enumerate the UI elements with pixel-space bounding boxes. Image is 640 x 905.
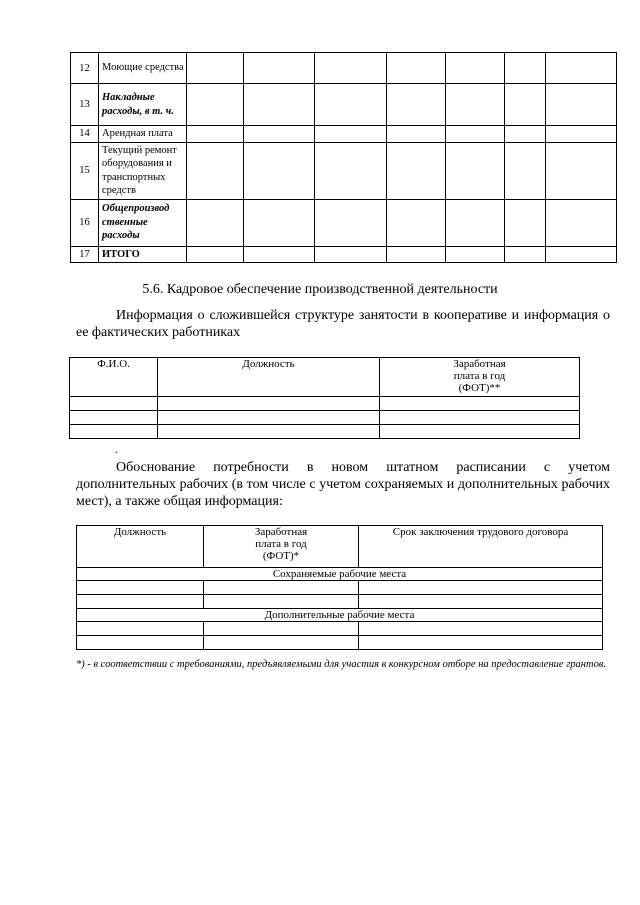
group-retained: Сохраняемые рабочие места bbox=[77, 568, 603, 581]
table-header-row bbox=[70, 358, 580, 397]
header-fio: Ф.И.О. bbox=[70, 358, 158, 397]
row-number: 12 bbox=[71, 53, 99, 84]
table-row bbox=[70, 397, 580, 411]
cost-table bbox=[70, 52, 617, 263]
table-row bbox=[71, 84, 617, 126]
table-row bbox=[77, 595, 603, 609]
table-row bbox=[71, 126, 617, 143]
row-name: Накладные расходы, в т. ч. bbox=[99, 84, 187, 126]
row-number: 17 bbox=[71, 246, 99, 263]
row-name: Моющие средства bbox=[99, 53, 187, 84]
row-name: Общепроизвод ственные расходы bbox=[99, 199, 187, 246]
table-row bbox=[71, 142, 617, 199]
staff-table bbox=[69, 357, 580, 439]
group-row bbox=[77, 609, 603, 622]
table-row bbox=[77, 636, 603, 650]
justification-paragraph bbox=[76, 459, 610, 510]
needs-table bbox=[76, 525, 603, 650]
table-row bbox=[71, 199, 617, 246]
header-position: Должность bbox=[158, 358, 380, 397]
group-additional: Дополнительные рабочие места bbox=[77, 609, 603, 622]
table-row bbox=[71, 246, 617, 263]
section-heading: 5.6. Кадровое обеспечение производственной деятельности bbox=[142, 282, 498, 297]
table-row bbox=[70, 411, 580, 425]
row-name: ИТОГО bbox=[99, 246, 187, 263]
footnote: *) - в соответствии с требованиями, предъявляемыми для участия в конкурсном отборе на предоставление грантов. bbox=[76, 659, 607, 670]
table-row bbox=[71, 53, 617, 84]
row-name: Текущий ремонт оборудования и транспортных средств bbox=[99, 142, 187, 199]
table-row bbox=[77, 622, 603, 636]
table-row bbox=[70, 425, 580, 439]
row-number: 15 bbox=[71, 142, 99, 199]
table-row bbox=[77, 581, 603, 595]
group-row bbox=[77, 568, 603, 581]
header-contract-term: Срок заключения трудового договора bbox=[359, 526, 603, 568]
intro-paragraph bbox=[76, 307, 610, 341]
separator-dot: . bbox=[115, 442, 118, 456]
row-name: Арендная плата bbox=[99, 126, 187, 143]
row-number: 14 bbox=[71, 126, 99, 143]
header-position: Должность bbox=[77, 526, 204, 568]
intro-text: Информация о сложившейся структуре занятости в кооперативе и информация о ее фактических работниках bbox=[76, 308, 610, 340]
row-number: 13 bbox=[71, 84, 99, 126]
header-salary: Заработная плата в год (ФОТ)** bbox=[380, 358, 580, 397]
justification-text: Обоснование потребности в новом штатном расписании с учетом дополнительных рабочих (в том числе с учетом сохраняемых и дополнительных рабочих мест), а также общая информация: bbox=[76, 460, 610, 509]
row-number: 16 bbox=[71, 199, 99, 246]
table-header-row bbox=[77, 526, 603, 568]
header-salary: Заработная плата в год (ФОТ)* bbox=[204, 526, 359, 568]
